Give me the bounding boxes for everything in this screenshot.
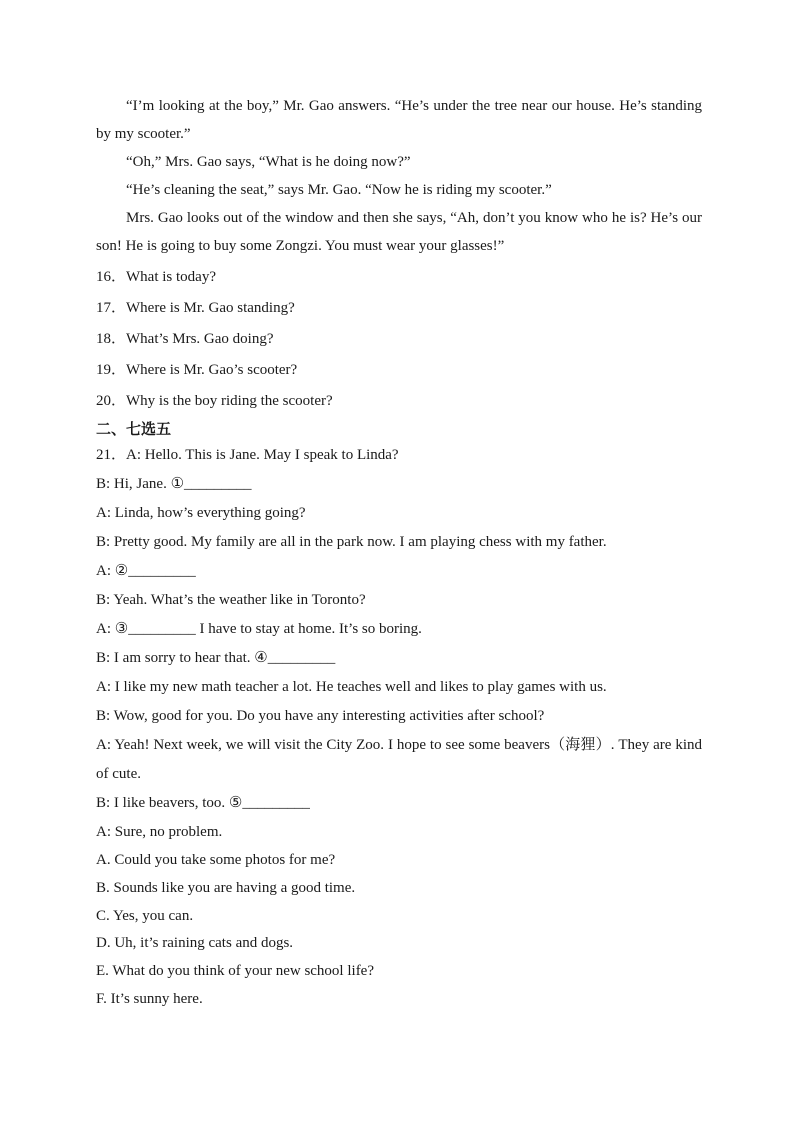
option-item: E. What do you think of your new school life? <box>96 963 374 980</box>
question-item <box>96 293 702 324</box>
option-item: F. It’s sunny here. <box>96 990 203 1007</box>
dialogue-line: 21．A: Hello. This is Jane. May I speak to Linda? <box>96 447 399 463</box>
question-number: 17． <box>96 300 127 316</box>
question-item <box>96 262 702 293</box>
dialogue-line: B: I like beavers, too. ⑤_________ <box>96 795 310 811</box>
dialogue-line: A: Yeah! Next week, we will visit the City Zoo. I hope to see some beavers（海狸）. They are kind of cute. <box>96 737 702 782</box>
question-item <box>96 355 702 386</box>
question-number: 18． <box>96 331 127 347</box>
option-item: D. Uh, it’s raining cats and dogs. <box>96 935 294 952</box>
document-page <box>96 92 702 1014</box>
dialogue <box>96 441 702 847</box>
question-text: Where is Mr. Gao standing? <box>126 300 295 316</box>
dialogue-line: B: Wow, good for you. Do you have any interesting activities after school? <box>96 708 545 724</box>
story-paragraph: Mrs. Gao looks out of the window and then she says, “Ah, don’t you know who he is? He’s our son! He is going to buy some Zongzi. You must wear your glasses!” <box>96 210 702 254</box>
question-number: 16． <box>96 269 127 285</box>
dialogue-line: A: ③_________ I have to stay at home. It’s so boring. <box>96 621 422 637</box>
option-item: A. Could you take some photos for me? <box>96 852 336 868</box>
question-text: Where is Mr. Gao’s scooter? <box>126 362 298 378</box>
question-text: Why is the boy riding the scooter? <box>126 393 333 409</box>
option-item: B. Sounds like you are having a good time. <box>96 879 356 896</box>
answer-options <box>96 847 702 1014</box>
dialogue-line: A: Sure, no problem. <box>96 824 223 840</box>
question-item <box>96 324 702 355</box>
dialogue-line: B: Hi, Jane. ①_________ <box>96 476 252 492</box>
dialogue-line: B: Pretty good. My family are all in the park now. I am playing chess with my father. <box>96 534 607 550</box>
question-number: 20． <box>96 393 127 409</box>
dialogue-line: A: Linda, how’s everything going? <box>96 505 306 521</box>
section-title: 二、七选五 <box>96 420 172 438</box>
dialogue-line: B: I am sorry to hear that. ④_________ <box>96 650 336 666</box>
dialogue-line: B: Yeah. What’s the weather like in Toronto? <box>96 592 366 608</box>
question-text: What’s Mrs. Gao doing? <box>126 331 274 347</box>
story-paragraph: “I’m looking at the boy,” Mr. Gao answers. “He’s under the tree near our house. He’s standing by my scooter.” <box>96 98 702 142</box>
question-number: 19． <box>96 362 127 378</box>
story-passage <box>96 92 702 260</box>
dialogue-line: A: I like my new math teacher a lot. He teaches well and likes to play games with us. <box>96 679 607 695</box>
question-list <box>96 262 702 417</box>
option-item: C. Yes, you can. <box>96 907 194 924</box>
dialogue-line: A: ②_________ <box>96 563 196 579</box>
question-item <box>96 386 702 417</box>
question-text: What is today? <box>126 269 216 285</box>
story-paragraph: “Oh,” Mrs. Gao says, “What is he doing now?” <box>126 154 411 170</box>
story-paragraph: “He’s cleaning the seat,” says Mr. Gao. “Now he is riding my scooter.” <box>126 182 552 198</box>
